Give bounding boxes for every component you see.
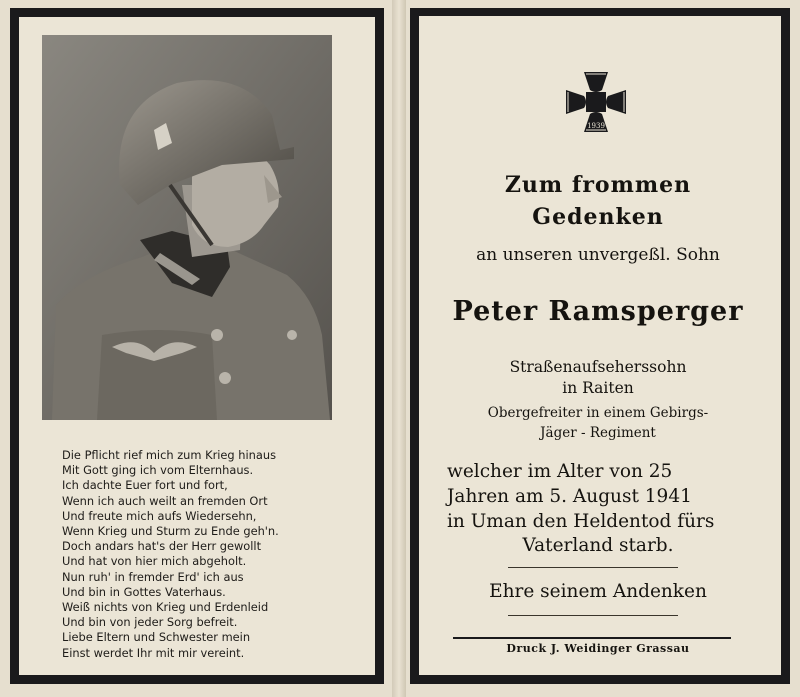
body-line-2: Jahren am 5. August 1941 <box>447 486 692 507</box>
divider <box>453 637 731 639</box>
poem-line: Nun ruh' in fremder Erd' ich aus <box>62 569 244 584</box>
poem-line: Ich dachte Euer fort und fort, <box>62 478 228 493</box>
soldier-portrait <box>42 35 332 420</box>
subheading: an unseren unvergeßl. Sohn <box>476 245 720 265</box>
poem-line: Wenn Krieg und Sturm zu Ende geh'n. <box>62 524 279 539</box>
card-fold <box>392 0 406 697</box>
poem-line: Und hat von hier mich abgeholt. <box>62 554 247 569</box>
origin-line-2: in Raiten <box>562 379 634 397</box>
body-line-3: in Uman den Heldentod fürs <box>447 511 715 532</box>
body-line-1: welcher im Alter von 25 <box>447 461 673 482</box>
portrait-image <box>42 35 332 420</box>
poem-line: Einst werdet Ihr mit mir vereint. <box>62 645 245 660</box>
poem-line: Und freute mich aufs Wiedersehn, <box>62 508 257 523</box>
heading-line-2: Gedenken <box>532 204 664 230</box>
poem-line: Die Pflicht rief mich zum Krieg hinaus <box>62 448 277 462</box>
printer-credit: Druck J. Weidinger Grassau <box>506 642 690 655</box>
poem-line: Doch andars hat's der Herr gewollt <box>62 539 262 554</box>
divider <box>508 615 678 616</box>
closing-line: Ehre seinem Andenken <box>489 581 707 602</box>
poem-line: Weiß nichts von Krieg und Erdenleid <box>62 600 269 615</box>
poem <box>62 448 352 661</box>
body-line-4: Vaterland starb. <box>522 535 674 556</box>
poem-line: Mit Gott ging ich vom Elternhaus. <box>62 463 254 478</box>
poem-line: Und bin von jeder Sorg befreit. <box>62 615 238 630</box>
poem-line: Und bin in Gottes Vaterhaus. <box>62 584 226 599</box>
iron-cross-icon <box>564 70 628 134</box>
cross-year: 1939 <box>587 122 605 130</box>
poem-line: Liebe Eltern und Schwester mein <box>62 630 251 645</box>
rank-line-1: Obergefreiter in einem Gebirgs- <box>487 405 709 421</box>
divider <box>508 567 678 568</box>
heading-line-1: Zum frommen <box>504 172 692 198</box>
origin-line-1: Straßenaufseherssohn <box>509 358 687 376</box>
rank-line-2: Jäger - Regiment <box>540 425 656 441</box>
deceased-name: Peter Ramsperger <box>452 296 744 327</box>
poem-line: Wenn ich auch weilt an fremden Ort <box>62 493 268 508</box>
